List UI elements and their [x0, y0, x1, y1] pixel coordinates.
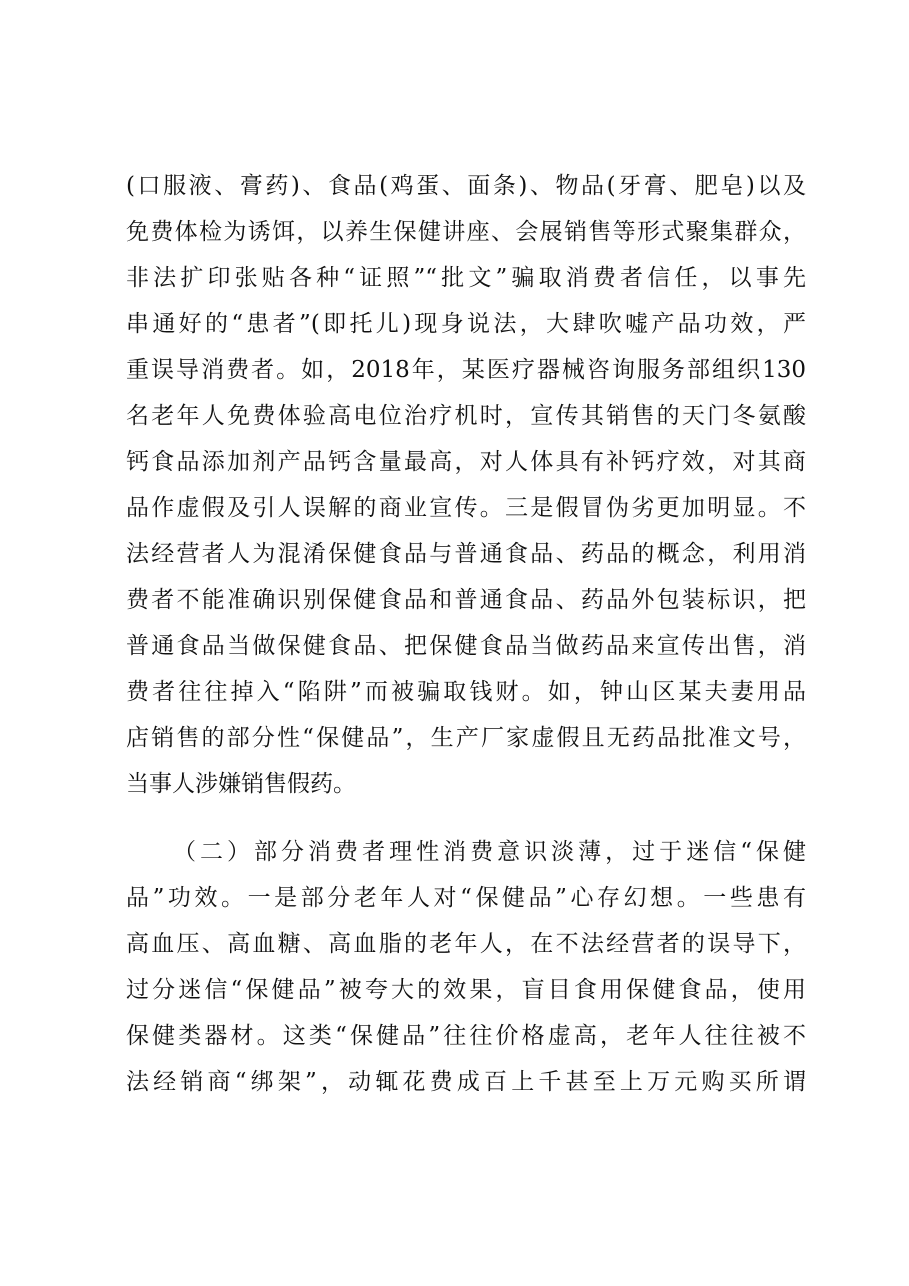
- text-line: 串通好的“患者”(即托儿)现身说法，大肆吹嘘产品功效，严: [126, 311, 806, 337]
- text-line: 店销售的部分性“保健品”，生产厂家虚假且无药品批准文号，: [126, 725, 806, 751]
- text-line: 名老年人免费体验高电位治疗机时，宣传其销售的天门冬氨酸: [126, 403, 806, 429]
- text-line: 保健类器材。这类“保健品”往往价格虚高，老年人往往被不: [126, 1023, 806, 1049]
- text-line: （二）部分消费者理性消费意识淡薄，过于迷信“保健: [173, 839, 806, 865]
- text-line: 法经营者人为混淆保健食品与普通食品、药品的概念，利用消: [126, 541, 806, 567]
- text-line: 费者不能准确识别保健食品和普通食品、药品外包装标识，把: [126, 587, 806, 613]
- text-line: 法经销商“绑架”，动辄花费成百上千甚至上万元购买所谓: [126, 1069, 806, 1095]
- text-line: 费者往往掉入“陷阱”而被骗取钱财。如，钟山区某夫妻用品: [126, 679, 806, 705]
- text-line: 重误导消费者。如，2018年，某医疗器械咨询服务部组织130: [126, 357, 806, 383]
- text-line: (口服液、膏药)、食品(鸡蛋、面条)、物品(牙膏、肥皂)以及: [126, 173, 806, 199]
- text-line: 钙食品添加剂产品钙含量最高，对人体具有补钙疗效，对其商: [126, 449, 806, 475]
- text-line: 免费体检为诱饵，以养生保健讲座、会展销售等形式聚集群众，: [126, 219, 806, 245]
- text-line: 品”功效。一是部分老年人对“保健品”心存幻想。一些患有: [126, 885, 806, 911]
- text-line: 品作虚假及引人误解的商业宣传。三是假冒伪劣更加明显。不: [126, 495, 806, 521]
- text-line: 高血压、高血糖、高血脂的老年人，在不法经营者的误导下，: [126, 931, 806, 957]
- text-line: 过分迷信“保健品”被夸大的效果，盲目食用保健食品，使用: [126, 977, 806, 1003]
- text-line: 当事人涉嫌销售假药。: [126, 771, 356, 797]
- text-line: 普通食品当做保健食品、把保健食品当做药品来宣传出售，消: [126, 633, 806, 659]
- text-line: 非法扩印张贴各种“证照”“批文”骗取消费者信任，以事先: [126, 265, 806, 291]
